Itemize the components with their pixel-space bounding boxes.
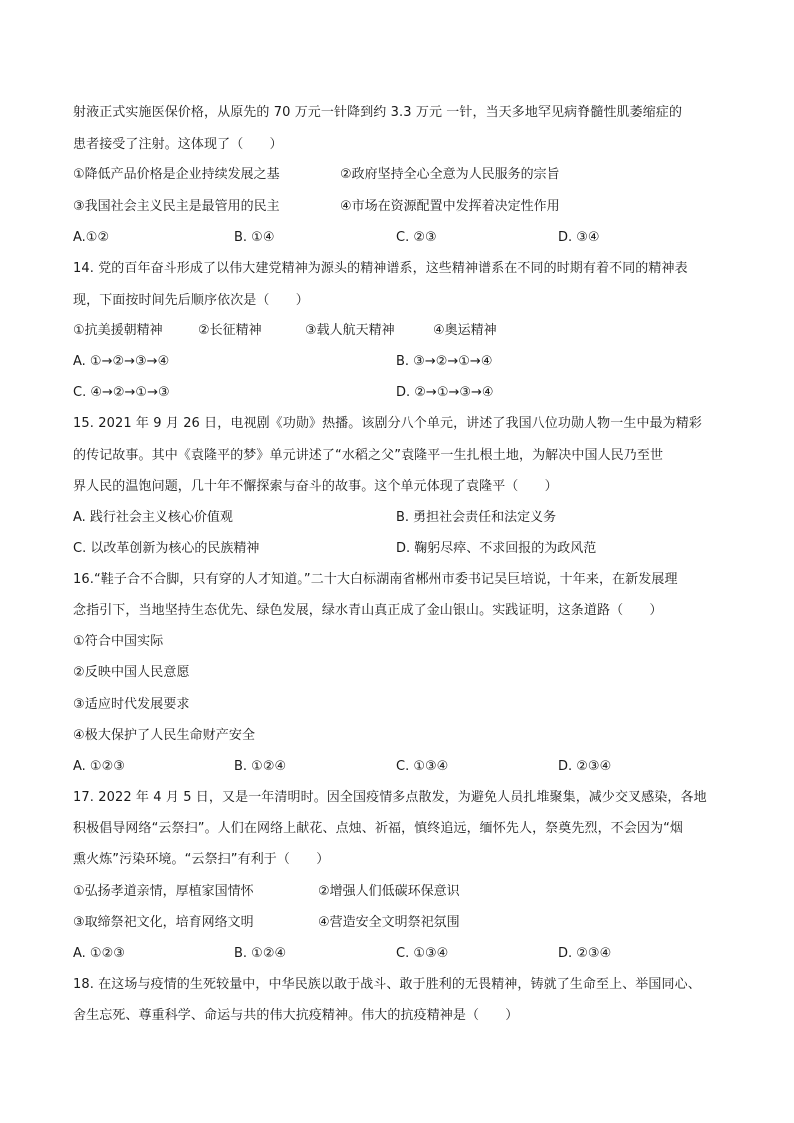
q13-option-b[interactable]: B. ①④ xyxy=(234,230,275,245)
q14-item-1: ①抗美援朝精神 xyxy=(73,323,163,338)
q13-stem-line-1: 射液正式实施医保价格，从原先的 70 万元一针降到约 3.3 万元 一针，当天多地罕见病脊髓性肌萎缩症的 xyxy=(73,105,683,120)
q14-item-3: ③载人航天精神 xyxy=(305,323,395,338)
q17-stem-line-3: 熏火炼”污染环境。“云祭扫”有利于（ ） xyxy=(73,852,330,867)
q13-item-1: ①降低产品价格是企业持续发展之基 xyxy=(73,167,280,182)
q16-item-1: ①符合中国实际 xyxy=(73,634,164,649)
q14-stem-line-2: 现，下面按时间先后顺序依次是（ ） xyxy=(73,293,309,308)
q16-item-3: ③适应时代发展要求 xyxy=(73,697,190,712)
q17-item-2: ②增强人们低碳环保意识 xyxy=(318,884,460,899)
q17-stem-line-2: 积极倡导网络“云祭扫”。人们在网络上献花、点烛、祈福，慎终追远，缅怀先人，祭奠先烈，不会因为“烟 xyxy=(73,821,684,836)
q16-option-c[interactable]: C. ①③④ xyxy=(396,759,449,774)
q14-option-c[interactable]: C. ④→②→①→③ xyxy=(73,385,170,400)
q16-stem-line-1: 16.“鞋子合不合脚，只有穿的人才知道。”二十大白标湖南省郴州市委书记吴巨培说，十年来，在新发展理 xyxy=(73,572,678,587)
q15-option-c[interactable]: C. 以改革创新为核心的民族精神 xyxy=(73,541,260,556)
q16-item-4: ④极大保护了人民生命财产安全 xyxy=(73,728,256,743)
q13-item-2: ②政府坚持全心全意为人民服务的宗旨 xyxy=(340,167,560,182)
q15-option-b[interactable]: B. 勇担社会责任和法定义务 xyxy=(396,510,557,525)
q16-stem-line-2: 念指引下，当地坚持生态优先、绿色发展，绿水青山真正成了金山银山。实践证明，这条道路（ ） xyxy=(73,603,663,618)
q17-option-a[interactable]: A. ①②③ xyxy=(73,946,125,961)
q15-stem-line-2: 的传记故事。其中《袁隆平的梦》单元讲述了“水稻之父”袁隆平一生扎根土地，为解决中国人民乃至世 xyxy=(73,448,664,463)
q14-option-d[interactable]: D. ②→①→③→④ xyxy=(396,385,494,400)
q13-option-d[interactable]: D. ③④ xyxy=(558,230,600,245)
q14-item-4: ④奥运精神 xyxy=(433,323,497,338)
q14-option-a[interactable]: A. ①→②→③→④ xyxy=(73,354,170,369)
q17-option-d[interactable]: D. ②③④ xyxy=(558,946,612,961)
q16-option-a[interactable]: A. ①②③ xyxy=(73,759,125,774)
q14-option-b[interactable]: B. ③→②→①→④ xyxy=(396,354,493,369)
q14-stem-line-1: 14. 党的百年奋斗形成了以伟大建党精神为源头的精神谱系，这些精神谱系在不同的时期有着不同的精神表 xyxy=(73,261,688,276)
q17-item-3: ③取缔祭祀文化，培育网络文明 xyxy=(73,915,254,930)
q15-option-a[interactable]: A. 践行社会主义核心价值观 xyxy=(73,510,233,525)
q15-stem-line-1: 15. 2021 年 9 月 26 日，电视剧《功勋》热播。该剧分八个单元，讲述了我国八位功勋人物一生中最为精彩 xyxy=(73,416,702,431)
q18-stem-line-2: 舍生忘死、尊重科学、命运与共的伟大抗疫精神。伟大的抗疫精神是（ ） xyxy=(73,1008,519,1023)
q17-item-1: ①弘扬孝道亲情，厚植家国情怀 xyxy=(73,884,254,899)
q15-stem-line-3: 界人民的温饱问题，几十年不懈探索与奋斗的故事。这个单元体现了袁隆平（ ） xyxy=(73,479,558,494)
q18-stem-line-1: 18. 在这场与疫情的生死较量中，中华民族以敢于战斗、敢于胜利的无畏精神，铸就了生命至上、举国同心、 xyxy=(73,977,701,992)
q17-option-c[interactable]: C. ①③④ xyxy=(396,946,449,961)
q13-option-c[interactable]: C. ②③ xyxy=(396,230,437,245)
q14-item-2: ②长征精神 xyxy=(198,323,262,338)
q16-option-b[interactable]: B. ①②④ xyxy=(234,759,287,774)
q16-item-2: ②反映中国人民意愿 xyxy=(73,665,190,680)
q17-option-b[interactable]: B. ①②④ xyxy=(234,946,287,961)
q17-stem-line-1: 17. 2022 年 4 月 5 日，又是一年清明时。因全国疫情多点散发，为避免人员扎堆聚集，减少交叉感染，各地 xyxy=(73,790,707,805)
q13-item-4: ④市场在资源配置中发挥着决定性作用 xyxy=(340,199,560,214)
q15-option-d[interactable]: D. 鞠躬尽瘁、不求回报的为政风范 xyxy=(396,541,597,556)
q13-item-3: ③我国社会主义民主是最管用的民主 xyxy=(73,199,280,214)
q17-item-4: ④营造安全文明祭祀氛围 xyxy=(318,915,460,930)
q16-option-d[interactable]: D. ②③④ xyxy=(558,759,612,774)
q13-option-a[interactable]: A.①② xyxy=(73,230,110,245)
q13-stem-line-2: 患者接受了注射。这体现了（ ） xyxy=(73,137,283,152)
